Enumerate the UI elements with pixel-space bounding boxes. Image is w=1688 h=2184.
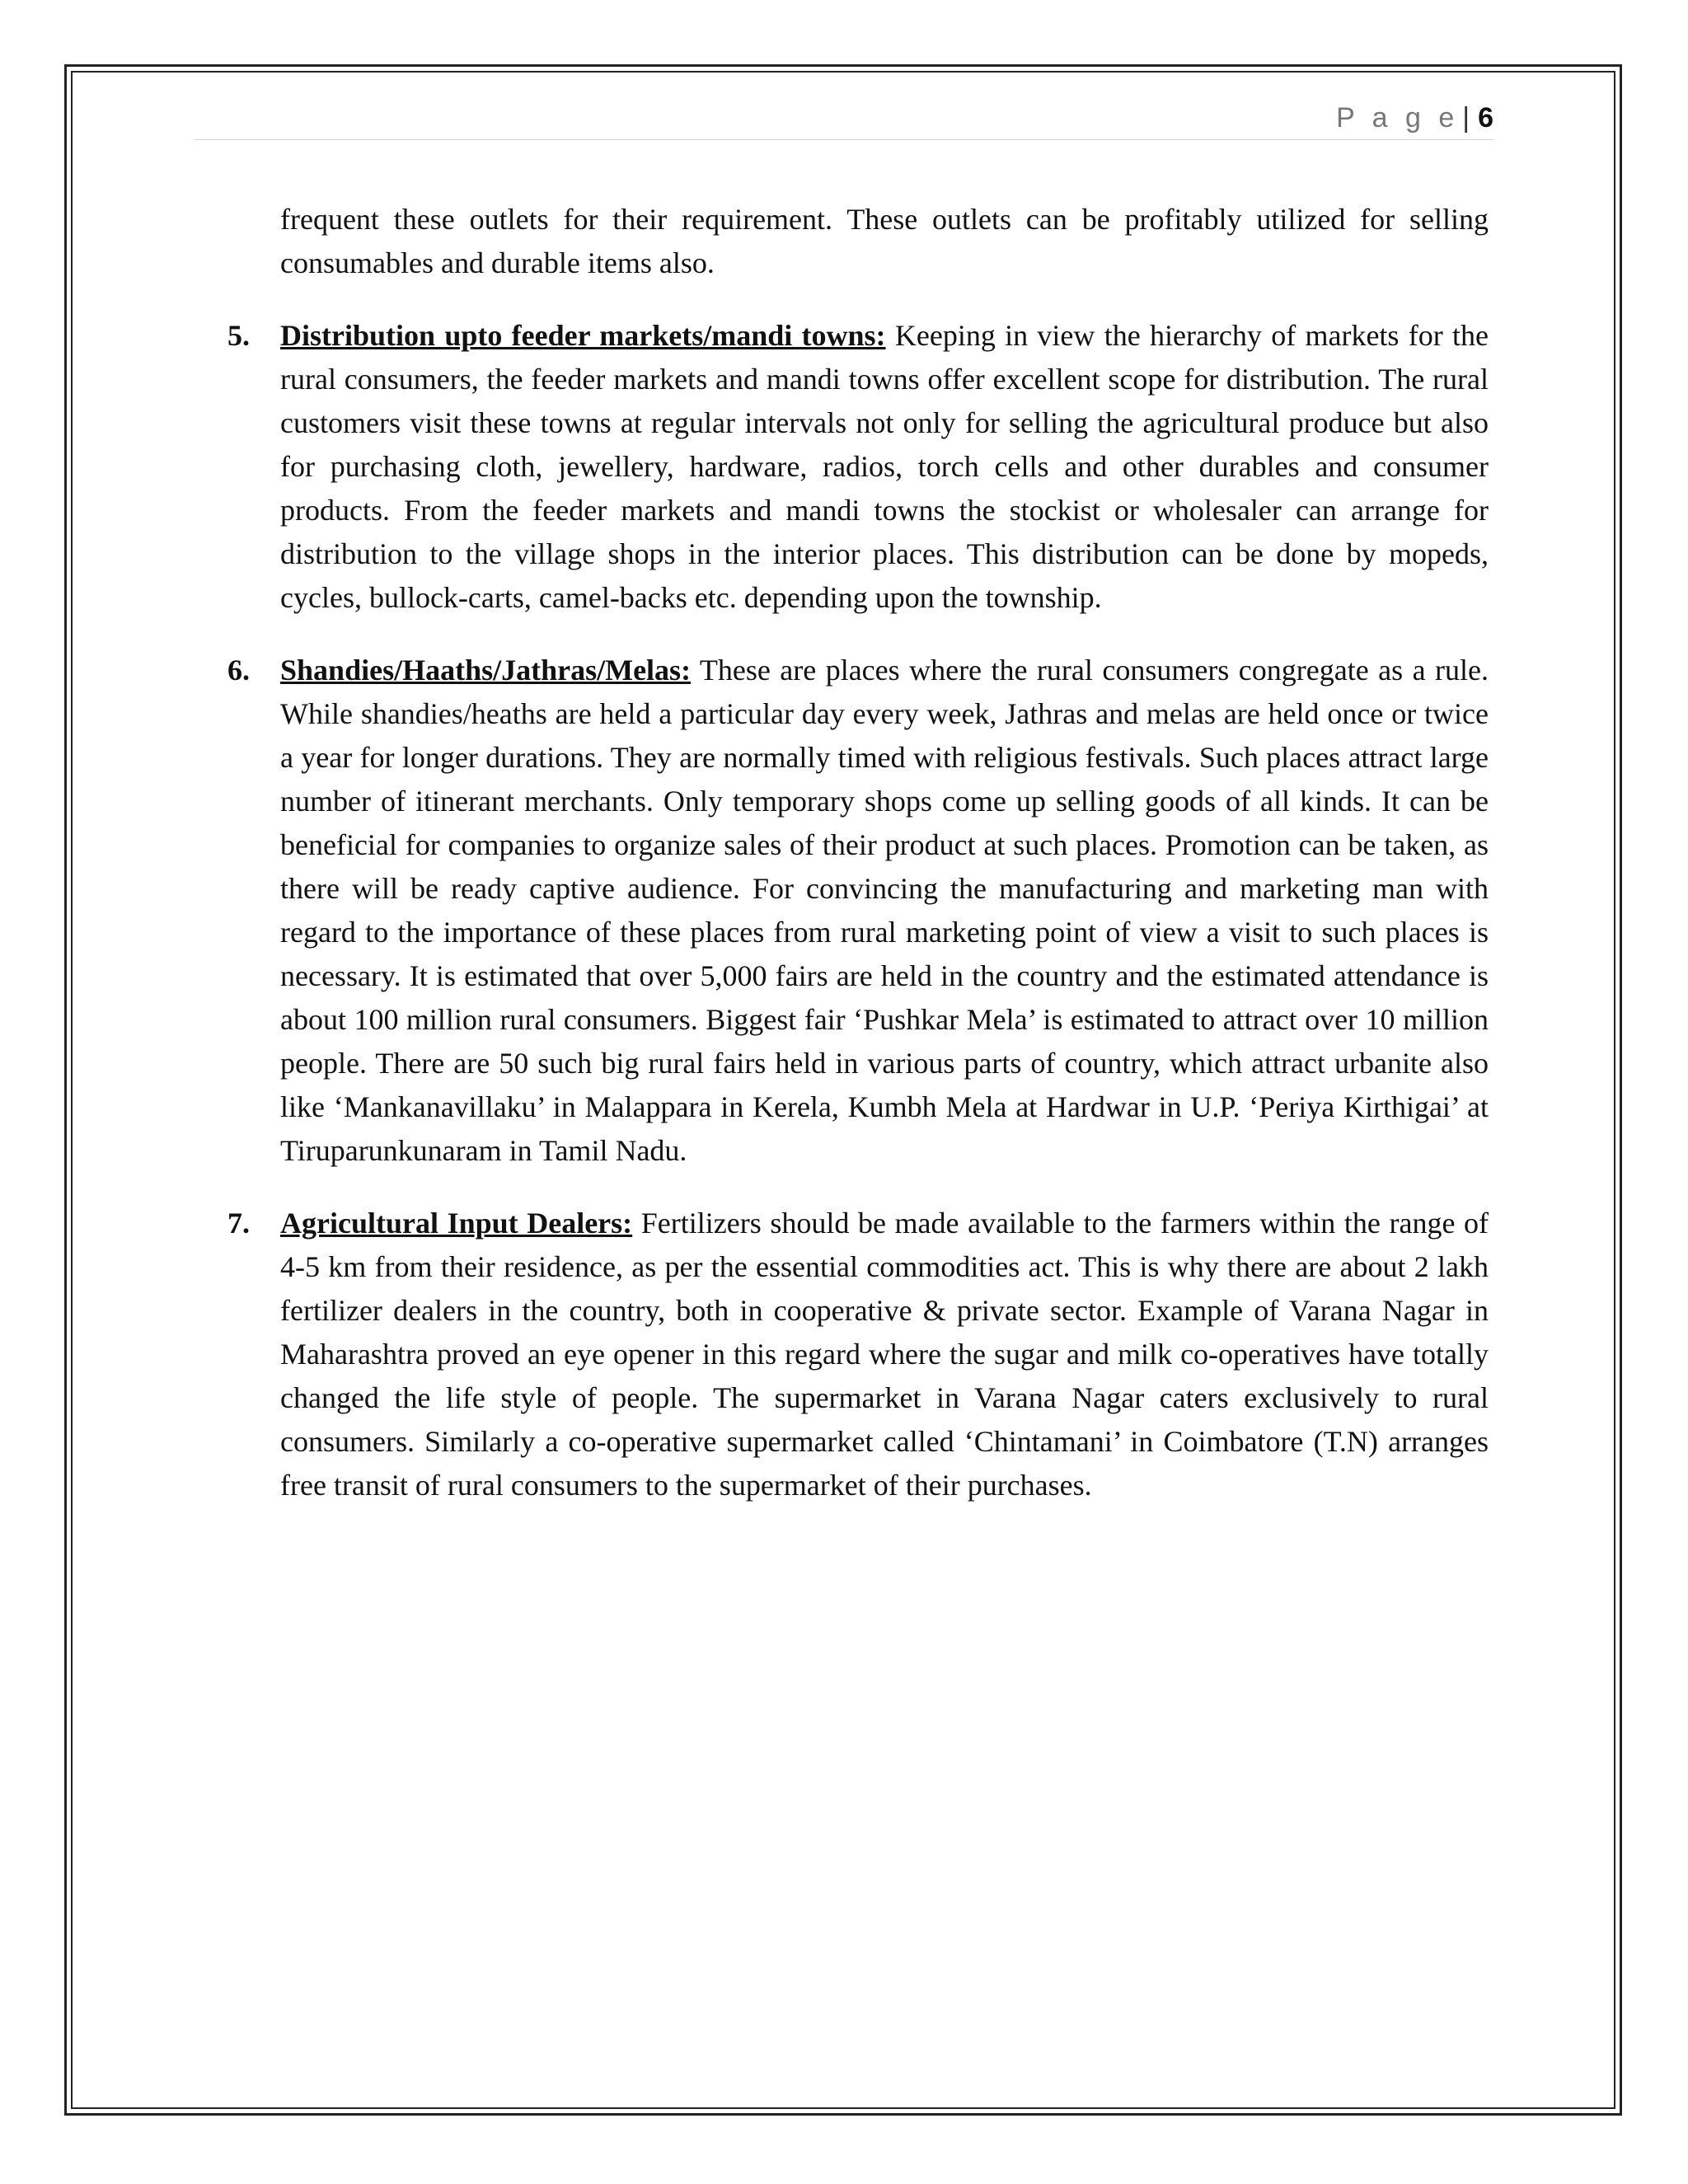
- document-body: [227, 198, 1489, 1507]
- item-number: 7.: [227, 1207, 250, 1240]
- item-text: Keeping in view the hierarchy of markets for the rural consumers, the feeder markets and mandi towns offer excellent scope for distribution. The rural customers visit these towns at regular intervals not only for selling the agricultural produce but also for purchasing cloth, jewellery, hardware, radios, torch cells and other durables and consumer products. From the feeder markets and mandi towns the stockist or wholesaler can arrange for distribution to the village shops in the interior places. This distribution can be done by mopeds, cycles, bullock-carts, camel-backs etc. depending upon the township.: [280, 319, 1489, 614]
- page-number: 6: [1478, 102, 1493, 134]
- item-heading: Agricultural Input Dealers:: [280, 1207, 633, 1240]
- item-number: 6.: [227, 654, 250, 687]
- item-heading: Distribution upto feeder markets/mandi towns:: [280, 319, 886, 352]
- list-item-5: [227, 314, 1489, 620]
- intro-paragraph: frequent these outlets for their requirement. These outlets can be profitably utilized for selling consumables and durable items also.: [280, 203, 1489, 279]
- page-header: [195, 99, 1493, 140]
- list-item-7: [227, 1202, 1489, 1507]
- list-item-6: [227, 649, 1489, 1173]
- item-text: Fertilizers should be made available to the farmers within the range of 4-5 km from their residence, as per the essential commodities act. This is why there are about 2 lakh fertilizer dealers in the country, both in cooperative & private sector. Example of Varana Nagar in Maharashtra proved an eye opener in this regard where the sugar and milk co-operatives have totally changed the life style of people. The supermarket in Varana Nagar caters exclusively to rural consumers. Similarly a co-operative supermarket called ‘Chintamani’ in Coimbatore (T.N) arranges free transit of rural consumers to the supermarket of their purchases.: [280, 1207, 1489, 1502]
- item-text: These are places where the rural consumers congregate as a rule. While shandies/heaths are held a particular day every week, Jathras and melas are held once or twice a year for longer durations. They are normally timed with religious festivals. Such places attract large number of itinerant merchants. Only temporary shops come up selling goods of all kinds. It can be beneficial for companies to organize sales of their product at such places. Promotion can be taken, as there will be ready captive audience. For convincing the manufacturing and marketing man with regard to the importance of these places from rural marketing point of view a visit to such places is necessary. It is estimated that over 5,000 fairs are held in the country and the estimated attendance is about 100 million rural consumers. Biggest fair ‘Pushkar Mela’ is estimated to attract over 10 million people. There are 50 such big rural fairs held in various parts of country, which attract urbanite also like ‘Mankanavillaku’ in Malappara in Kerela, Kumbh Mela at Hardwar in U.P. ‘Periya Kirthigai’ at Tiruparunkunaram in Tamil Nadu.: [280, 654, 1489, 1167]
- item-heading: Shandies/Haaths/Jathras/Melas:: [280, 654, 692, 687]
- page-number-label: [1336, 102, 1493, 134]
- page-separator: |: [1462, 102, 1470, 134]
- page-label: P a g e: [1336, 102, 1460, 134]
- item-number: 5.: [227, 319, 250, 352]
